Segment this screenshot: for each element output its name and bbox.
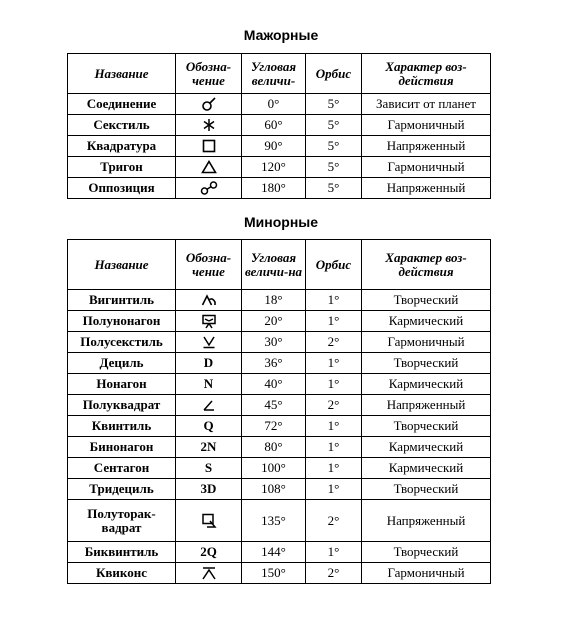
aspect-symbol-letter: 2Q (200, 544, 217, 559)
aspect-character: Творческий (362, 416, 491, 437)
table-row (68, 178, 491, 199)
table-row (68, 479, 491, 500)
header-orb: Орбис (306, 240, 362, 290)
table-row (68, 542, 491, 563)
aspect-orb: 5° (306, 136, 362, 157)
aspect-orb: 5° (306, 115, 362, 136)
aspect-angle: 18° (242, 290, 306, 311)
sesquiquadrate-icon (178, 513, 239, 529)
aspect-character: Напряженный (362, 500, 491, 542)
table-row (68, 311, 491, 332)
aspect-angle: 0° (242, 94, 306, 115)
header-name: Название (68, 54, 176, 94)
table-row (68, 395, 491, 416)
aspect-symbol-letter: 3D (200, 481, 217, 496)
aspect-character: Кармический (362, 437, 491, 458)
aspect-character: Творческий (362, 479, 491, 500)
table-row (68, 115, 491, 136)
aspect-symbol-letter: 2N (200, 439, 217, 454)
aspect-name: Бинонагон (68, 437, 176, 458)
aspect-character: Творческий (362, 290, 491, 311)
table-row (68, 290, 491, 311)
aspect-name: Биквинтиль (68, 542, 176, 563)
aspect-orb: 2° (306, 563, 362, 584)
aspect-symbol (176, 178, 242, 199)
header-character: Характер воз-действия (362, 240, 491, 290)
table-row (68, 563, 491, 584)
aspect-name: Дециль (68, 353, 176, 374)
aspect-name: Тридециль (68, 479, 176, 500)
aspect-name: Оппозиция (68, 178, 176, 199)
aspect-name: Квиконс (68, 563, 176, 584)
aspect-name: Вигинтиль (68, 290, 176, 311)
header-character: Характер воз-действия (362, 54, 491, 94)
aspect-angle: 30° (242, 332, 306, 353)
conjunction-icon (178, 97, 239, 111)
table-row (68, 94, 491, 115)
aspect-symbol (176, 416, 242, 437)
table-row (68, 157, 491, 178)
aspect-orb: 1° (306, 458, 362, 479)
aspect-angle: 40° (242, 374, 306, 395)
table-row (68, 416, 491, 437)
aspect-name: Нонагон (68, 374, 176, 395)
aspect-name: Тригон (68, 157, 176, 178)
trine-icon (178, 160, 239, 174)
minor-aspects-table (67, 239, 491, 584)
aspect-angle: 100° (242, 458, 306, 479)
major-aspects-title: Мажорные (243, 27, 319, 43)
major-header-row (68, 54, 491, 94)
aspect-symbol (176, 353, 242, 374)
aspect-orb: 1° (306, 479, 362, 500)
aspect-name: Полуквадрат (68, 395, 176, 416)
aspect-angle: 90° (242, 136, 306, 157)
table-row (68, 332, 491, 353)
aspect-angle: 180° (242, 178, 306, 199)
aspect-symbol (176, 500, 242, 542)
aspect-symbol (176, 542, 242, 563)
aspect-symbol-letter: S (204, 460, 213, 475)
aspect-character: Кармический (362, 458, 491, 479)
minor-aspects-title: Минорные (243, 214, 319, 230)
aspect-symbol (176, 311, 242, 332)
aspect-character: Гармоничный (362, 332, 491, 353)
aspect-symbol (176, 136, 242, 157)
aspect-symbol (176, 290, 242, 311)
minor-header-row (68, 240, 491, 290)
aspect-character: Кармический (362, 374, 491, 395)
square-icon (178, 139, 239, 153)
aspect-orb: 2° (306, 500, 362, 542)
aspect-name: Соединение (68, 94, 176, 115)
aspect-character: Гармоничный (362, 115, 491, 136)
aspect-name: Квинтиль (68, 416, 176, 437)
aspect-name: Сентагон (68, 458, 176, 479)
aspect-symbol (176, 94, 242, 115)
aspect-orb: 1° (306, 353, 362, 374)
vigintile-icon (178, 293, 239, 307)
aspect-character: Гармоничный (362, 563, 491, 584)
aspect-orb: 2° (306, 332, 362, 353)
aspect-angle: 60° (242, 115, 306, 136)
major-aspects-table (67, 53, 491, 199)
table-row (68, 374, 491, 395)
aspect-character: Творческий (362, 542, 491, 563)
aspect-symbol-letter: Q (203, 418, 214, 433)
aspect-symbol (176, 563, 242, 584)
header-symbol: Обозна-чение (176, 240, 242, 290)
aspect-angle: 144° (242, 542, 306, 563)
aspect-orb: 1° (306, 542, 362, 563)
aspect-orb: 1° (306, 290, 362, 311)
aspect-symbol (176, 332, 242, 353)
aspect-angle: 45° (242, 395, 306, 416)
header-name: Название (68, 240, 176, 290)
table-row (68, 353, 491, 374)
table-row (68, 437, 491, 458)
header-angle: Угловая величи- (242, 54, 306, 94)
aspect-symbol-letter: D (203, 355, 214, 370)
aspect-character: Творческий (362, 353, 491, 374)
aspect-orb: 5° (306, 178, 362, 199)
opposition-icon (178, 181, 239, 195)
aspect-symbol (176, 479, 242, 500)
aspect-symbol (176, 157, 242, 178)
aspect-symbol (176, 115, 242, 136)
aspect-name: Квадратура (68, 136, 176, 157)
aspect-name: Секстиль (68, 115, 176, 136)
aspect-character: Напряженный (362, 178, 491, 199)
aspect-angle: 135° (242, 500, 306, 542)
aspect-orb: 1° (306, 311, 362, 332)
aspect-orb: 1° (306, 416, 362, 437)
aspect-angle: 108° (242, 479, 306, 500)
aspect-orb: 1° (306, 437, 362, 458)
aspect-angle: 20° (242, 311, 306, 332)
semi-sextile-icon (178, 335, 239, 349)
aspect-symbol (176, 458, 242, 479)
semi-square-icon (178, 398, 239, 412)
header-orb: Орбис (306, 54, 362, 94)
table-row (68, 458, 491, 479)
aspect-orb: 5° (306, 94, 362, 115)
aspect-character: Зависит от планет (362, 94, 491, 115)
aspect-angle: 120° (242, 157, 306, 178)
aspect-name: Полуторак-вадрат (68, 500, 176, 542)
aspect-orb: 5° (306, 157, 362, 178)
aspect-symbol (176, 374, 242, 395)
aspect-orb: 1° (306, 374, 362, 395)
aspect-angle: 72° (242, 416, 306, 437)
aspect-angle: 36° (242, 353, 306, 374)
aspect-character: Гармоничный (362, 157, 491, 178)
aspect-orb: 2° (306, 395, 362, 416)
semi-novile-icon (178, 314, 239, 329)
table-row (68, 500, 491, 542)
aspect-character: Напряженный (362, 136, 491, 157)
aspect-angle: 80° (242, 437, 306, 458)
aspect-character: Кармический (362, 311, 491, 332)
aspect-name: Полунонагон (68, 311, 176, 332)
aspect-symbol-letter: N (203, 376, 214, 391)
sextile-icon (178, 118, 239, 132)
table-row (68, 136, 491, 157)
header-angle: Угловая величи-на (242, 240, 306, 290)
header-symbol: Обозна-чение (176, 54, 242, 94)
aspect-angle: 150° (242, 563, 306, 584)
quincunx-icon (178, 566, 239, 580)
aspect-name: Полусекстиль (68, 332, 176, 353)
aspect-symbol (176, 437, 242, 458)
aspect-character: Напряженный (362, 395, 491, 416)
aspect-symbol (176, 395, 242, 416)
